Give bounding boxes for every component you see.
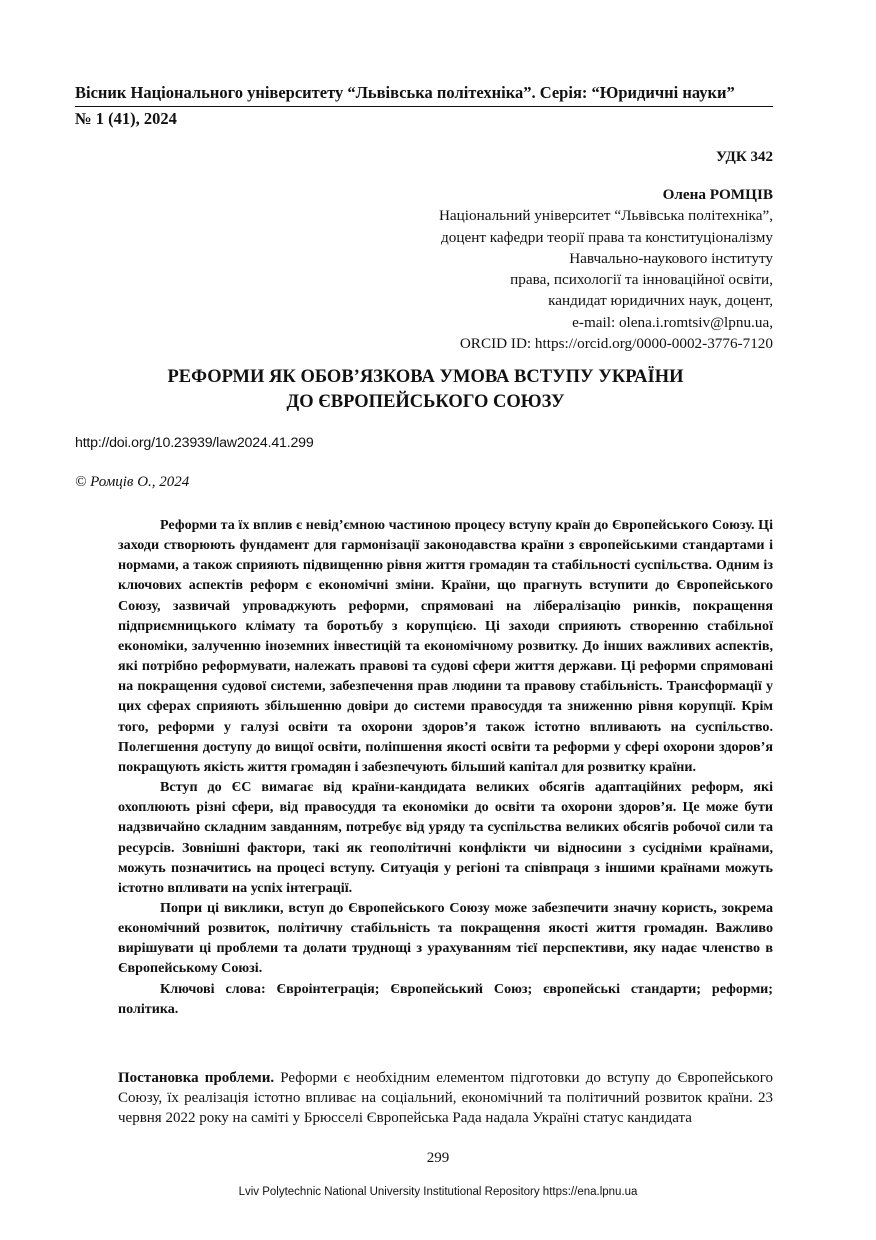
- abstract-paragraph: Реформи та їх вплив є невід’ємною частиною процесу вступу країн до Європейського Союзу. Ці заходи створюють фундамент для гармонізації законодавства країни з європейськими стандартами і нормами, а також сприяють підвищенню рівня життя громадян та стабільності суспільства. Одним із ключових аспектів реформ є економічні зміни. Країни, що прагнуть вступити до Європейського Союзу, зазвичай упроваджують реформи, спрямовані на лібералізацію ринків, покращення підприємницького клімату та боротьбу з корупцією. Ці заходи сприяють створенню стабільної економіки, залученню іноземних інвестицій та економічному розвитку. До інших важливих аспектів, які потрібно реформувати, належать правові та судові сфери життя держави. Ці реформи спрямовані на покращення судової системи, забезпечення прав людини та правову стабільність. Трансформації у цих сферах сприяють збільшенню довіри до системи правосуддя та зниженню рівня корупції. Крім того, реформи у галузі освіти та охорони здоров’я також істотно впливають на суспільство. Полегшення доступу до вищої освіти, поліпшення якості освіти та реформи у сфері охорони здоров’я покращують якість життя громадян і забезпечують більший капітал для розвитку країни.: [118, 517, 773, 775]
- affiliation-line: доцент кафедри теорії права та конституціоналізму: [441, 228, 773, 246]
- title-line: РЕФОРМИ ЯК ОБОВ’ЯЗКОВА УМОВА ВСТУПУ УКРАЇНИ: [167, 367, 684, 387]
- author-name: Олена РОМЦІВ: [662, 186, 773, 203]
- doi-link[interactable]: http://doi.org/10.23939/law2024.41.299: [75, 435, 314, 451]
- author-email: e-mail: olena.i.romtsiv@lpnu.ua,: [572, 313, 773, 331]
- abstract: [118, 515, 773, 1019]
- problem-statement: [118, 1068, 773, 1128]
- affiliation-line: кандидат юридичних наук, доцент,: [548, 292, 773, 310]
- paper-title: [75, 365, 776, 415]
- affiliation-line: Навчально-наукового інституту: [569, 249, 773, 267]
- abstract-paragraph: Попри ці виклики, вступ до Європейського Союзу може забезпечити значну користь, зокрема економічний розвиток, політичну стабільність та покращення якості життя громадян. Важливо вирішувати ці проблеми та долати труднощі з урахуванням тієї перспективи, яку надає членство в Європейському Союзі.: [118, 899, 773, 977]
- repository-footer: Lviv Polytechnic National University Institutional Repository https://ena.lpnu.ua: [238, 1186, 638, 1198]
- udc-code: УДК 342: [716, 149, 773, 165]
- section-label: Постановка проблеми.: [118, 1070, 275, 1086]
- title-line: ДО ЄВРОПЕЙСЬКОГО СОЮЗУ: [286, 392, 565, 412]
- journal-header: Вісник Національного університету “Львівська політехніка”. Серія: “Юридичні науки”: [75, 82, 773, 107]
- copyright: © Ромців О., 2024: [75, 474, 190, 490]
- abstract-paragraph: Вступ до ЄС вимагає від країни-кандидата великих обсягів адаптаційних реформ, які охоплюють різні сфери, від правосуддя та економіки до освіти та охорони здоров’я. Це може бути надзвичайно складним завданням, потребує від уряду та суспільства великих обсягів робочої сили та ресурсів. Зовнішні фактори, такі як геополітичні конфлікти чи відносини з сусідніми країнами, можуть позначитись на процесі вступу. Ситуація у регіоні та співпраця з іншими країнами можуть істотно впливати на успіх інтеграції.: [118, 779, 773, 896]
- body-paragraph: [118, 1068, 773, 1128]
- affiliation-line: права, психології та інноваційної освіти,: [510, 271, 773, 289]
- keywords: Ключові слова: Євроінтеграція; Європейський Союз; європейські стандарти; реформи; політика.: [118, 980, 773, 1017]
- author-orcid: ORCID ID: https://orcid.org/0000-0002-3776-7120: [459, 335, 773, 353]
- body-text: Реформи є необхідним елементом підготовки до вступу до Європейського Союзу, їх реалізація істотно впливає на соціальний, економічний та політичний розвиток країни. 23 червня 2022 року на саміті у Брюсселі Європейська Рада надала Україні статус кандидата: [118, 1070, 773, 1126]
- author-block: [439, 184, 773, 354]
- affiliation-line: Національний університет “Львівська політехніка”,: [438, 207, 773, 225]
- page-number: 299: [426, 1150, 450, 1166]
- issue-number: № 1 (41), 2024: [75, 109, 177, 128]
